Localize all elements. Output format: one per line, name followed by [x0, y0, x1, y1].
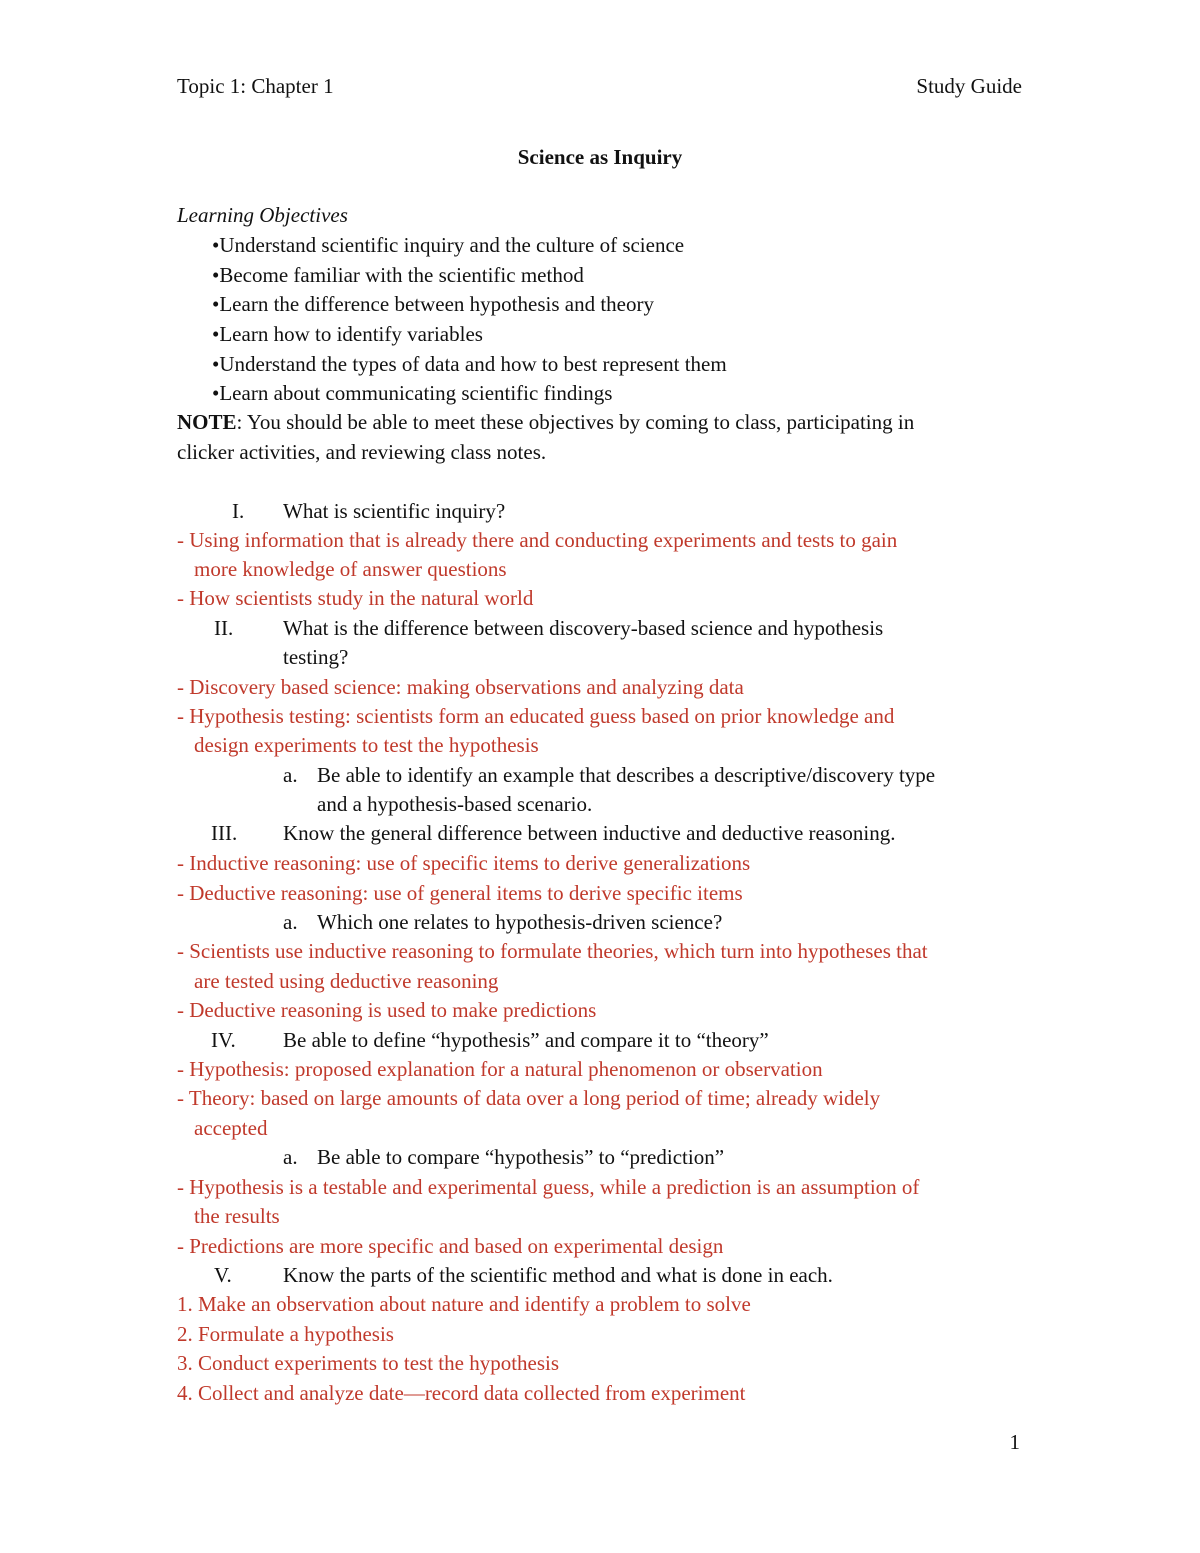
page-title: Science as Inquiry: [517, 145, 683, 169]
objective-item: •Understand the types of data and how to best represent them: [212, 352, 727, 376]
answer-text: Scientists use inductive reasoning to formulate theories, which turn into hypotheses that: [189, 939, 928, 963]
method-step: [177, 1349, 559, 1378]
answer-item: - Theory: based on large amounts of data over a long period of time; already widely: [177, 1086, 881, 1110]
answer-item: - Deductive reasoning is used to make predictions: [177, 998, 597, 1022]
method-step: [177, 1290, 751, 1319]
answer-item: - Hypothesis is a testable and experimental guess, while a prediction is an assumption of: [177, 1175, 920, 1199]
section-1-numeral: I.: [232, 499, 245, 523]
answer-item: - Deductive reasoning: use of general items to derive specific items: [177, 881, 743, 905]
answer-continuation: are tested using deductive reasoning: [194, 969, 499, 993]
answer-text: Hypothesis testing: scientists form an educated guess based on prior knowledge and: [189, 704, 895, 728]
step-text: Collect and analyze date—record data collected from experiment: [198, 1381, 746, 1405]
method-step: [177, 1379, 746, 1408]
answer-continuation: accepted: [194, 1116, 268, 1140]
step-text: Make an observation about nature and identify a problem to solve: [198, 1292, 751, 1316]
objective-text: Understand scientific inquiry and the culture of science: [219, 233, 685, 257]
section-2-question-cont: testing?: [283, 645, 349, 669]
section-3-question: Know the general difference between inductive and deductive reasoning.: [283, 821, 896, 845]
answer-continuation: design experiments to test the hypothesis: [194, 733, 539, 757]
answer-text: Deductive reasoning is used to make predictions: [189, 998, 597, 1022]
answer-text: Inductive reasoning: use of specific items to derive generalizations: [189, 851, 751, 875]
objective-text: Become familiar with the scientific method: [219, 263, 584, 287]
answer-continuation: more knowledge of answer questions: [194, 557, 507, 581]
section-5-question: Know the parts of the scientific method and what is done in each.: [283, 1263, 833, 1287]
step-number: 1.: [177, 1292, 193, 1316]
objectives-heading-text: Learning Objectives: [177, 203, 348, 227]
step-number: 2.: [177, 1322, 193, 1346]
section-2-question: What is the difference between discovery-based science and hypothesis: [283, 616, 884, 640]
page-number: 1: [1009, 1430, 1020, 1454]
answer-text: Using information that is already there and conducting experiments and tests to gain: [189, 528, 898, 552]
answer-item: - Hypothesis: proposed explanation for a natural phenomenon or observation: [177, 1057, 823, 1081]
note-label: NOTE: [177, 410, 237, 434]
answer-continuation: the results: [194, 1204, 280, 1228]
answer-item: - Scientists use inductive reasoning to formulate theories, which turn into hypotheses that: [177, 939, 928, 963]
objective-item: •Become familiar with the scientific method: [212, 263, 584, 287]
objective-text: Learn the difference between hypothesis and theory: [219, 292, 654, 316]
answer-item: - Predictions are more specific and based on experimental design: [177, 1234, 724, 1258]
header-topic: Topic 1: Chapter 1: [177, 74, 334, 98]
objective-text: Understand the types of data and how to best represent them: [219, 352, 727, 376]
section-5-numeral: V.: [214, 1263, 232, 1287]
method-step: [177, 1320, 394, 1349]
answer-item: - Using information that is already there and conducting experiments and tests to gain: [177, 528, 898, 552]
sub-question-cont: and a hypothesis-based scenario.: [317, 792, 593, 816]
section-3-numeral: III.: [211, 821, 238, 845]
section-1-question: What is scientific inquiry?: [283, 499, 506, 523]
answer-text: How scientists study in the natural world: [189, 586, 534, 610]
answer-item: - Hypothesis testing: scientists form an educated guess based on prior knowledge and: [177, 704, 895, 728]
note-line-1: [177, 408, 914, 437]
step-text: Conduct experiments to test the hypothesis: [198, 1351, 560, 1375]
objective-item: •Learn the difference between hypothesis and theory: [212, 292, 654, 316]
sub-label: a.: [283, 1145, 298, 1169]
objective-text: Learn how to identify variables: [219, 322, 483, 346]
header-study-guide: Study Guide: [916, 74, 1022, 98]
sub-question: Which one relates to hypothesis-driven science?: [317, 910, 723, 934]
objective-item: •Learn how to identify variables: [212, 322, 483, 346]
step-text: Formulate a hypothesis: [198, 1322, 394, 1346]
answer-text: Theory: based on large amounts of data over a long period of time; already widely: [188, 1086, 881, 1110]
objective-text: Learn about communicating scientific findings: [219, 381, 613, 405]
objective-item: •Learn about communicating scientific findings: [212, 381, 613, 405]
section-4-numeral: IV.: [211, 1028, 236, 1052]
answer-text: Discovery based science: making observations and analyzing data: [189, 675, 744, 699]
sub-question: Be able to identify an example that describes a descriptive/discovery type: [317, 763, 936, 787]
answer-item: - Discovery based science: making observations and analyzing data: [177, 675, 744, 699]
answer-text: Predictions are more specific and based on experimental design: [189, 1234, 724, 1258]
answer-item: - Inductive reasoning: use of specific items to derive generalizations: [177, 851, 751, 875]
step-number: 3.: [177, 1351, 193, 1375]
objective-item: •Understand scientific inquiry and the culture of science: [212, 233, 685, 257]
answer-text: Hypothesis: proposed explanation for a natural phenomenon or observation: [189, 1057, 823, 1081]
answer-item: - How scientists study in the natural world: [177, 586, 534, 610]
sub-question: Be able to compare “hypothesis” to “prediction”: [317, 1145, 725, 1169]
step-number: 4.: [177, 1381, 193, 1405]
sub-label: a.: [283, 910, 298, 934]
note-line-2: clicker activities, and reviewing class notes.: [177, 440, 547, 464]
answer-text: Deductive reasoning: use of general items to derive specific items: [189, 881, 743, 905]
section-4-question: Be able to define “hypothesis” and compare it to “theory”: [283, 1028, 769, 1052]
note-text: : You should be able to meet these objectives by coming to class, participating in: [236, 410, 915, 434]
section-2-numeral: II.: [214, 616, 234, 640]
objectives-heading: [177, 201, 348, 230]
answer-text: Hypothesis is a testable and experimental guess, while a prediction is an assumption of: [189, 1175, 920, 1199]
sub-label: a.: [283, 763, 298, 787]
